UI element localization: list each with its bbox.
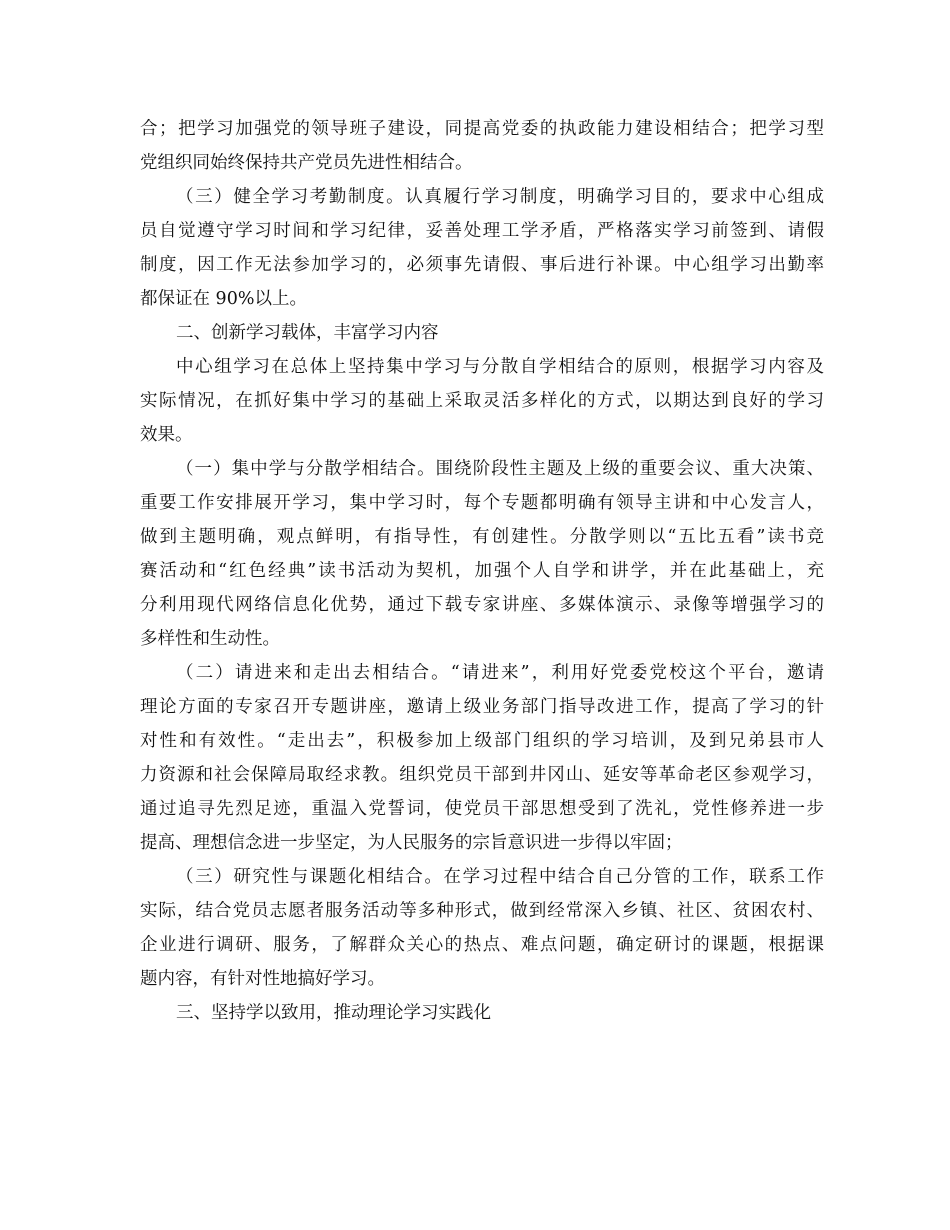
document-body [140,112,824,1030]
text-line: 效果。 [140,425,193,445]
section-heading: 三、坚持学以致用，推动理论学习实践化 [176,1003,491,1023]
text-line: 力资源和社会保障局取经求教。组织党员干部到井冈山、延安等革命老区参观学习， [140,765,824,785]
text-line: （三）研究性与课题化相结合。在学习过程中结合自己分管的工作，联系工作 [176,867,824,887]
text-line: 赛活动和“红色经典”读书活动为契机，加强个人自学和讲学，并在此基础上，充 [140,561,824,581]
text-line: 分利用现代网络信息化优势，通过下载专家讲座、多媒体演示、录像等增强学习的 [140,595,824,615]
text-line: 企业进行调研、服务，了解群众关心的热点、难点问题，确定研讨的课题，根据课 [140,935,824,955]
text-line: 党组织同始终保持共产党员先进性相结合。 [140,153,473,173]
text-line: 员自觉遵守学习时间和学习纪律，妥善处理工学矛盾，严格落实学习前签到、请假 [140,221,824,241]
text-line: （三）健全学习考勤制度。认真履行学习制度，明确学习目的，要求中心组成 [176,187,824,207]
text-line: 做到主题明确，观点鲜明，有指导性，有创建性。分散学则以“五比五看”读书竞 [140,527,824,547]
text-line: 实际情况，在抓好集中学习的基础上采取灵活多样化的方式，以期达到良好的学习 [140,391,824,411]
text-line: 对性和有效性。“走出去”，积极参加上级部门组织的学习培训，及到兄弟县市人 [140,731,824,751]
text-line: 实际，结合党员志愿者服务活动等多种形式，做到经常深入乡镇、社区、贫困农村、 [140,901,824,921]
text-line: 中心组学习在总体上坚持集中学习与分散自学相结合的原则，根据学习内容及 [176,357,824,377]
text-line: 重要工作安排展开学习，集中学习时，每个专题都明确有领导主讲和中心发言人， [140,493,824,513]
text-line: 多样性和生动性。 [140,629,280,649]
text-line: （二）请进来和走出去相结合。“请进来”，利用好党委党校这个平台，邀请 [176,663,824,683]
text-line: 合；把学习加强党的领导班子建设，同提高党委的执政能力建设相结合；把学习型 [140,119,824,139]
text-line: 制度，因工作无法参加学习的，必须事先请假、事后进行补课。中心组学习出勤率 [140,255,824,275]
text-line: 理论方面的专家召开专题讲座，邀请上级业务部门指导改进工作，提高了学习的针 [140,697,824,717]
text-line: 提高、理想信念进一步坚定，为人民服务的宗旨意识进一步得以牢固； [140,833,683,853]
text-line: （一）集中学与分散学相结合。围绕阶段性主题及上级的重要会议、重大决策、 [176,459,824,479]
text-line: 都保证在 90%以上。 [140,289,307,309]
section-heading: 二、创新学习载体，丰富学习内容 [176,323,439,343]
text-line: 通过追寻先烈足迹，重温入党誓词，使党员干部思想受到了洗礼，党性修养进一步 [140,799,824,819]
text-line: 题内容，有针对性地搞好学习。 [140,969,385,989]
